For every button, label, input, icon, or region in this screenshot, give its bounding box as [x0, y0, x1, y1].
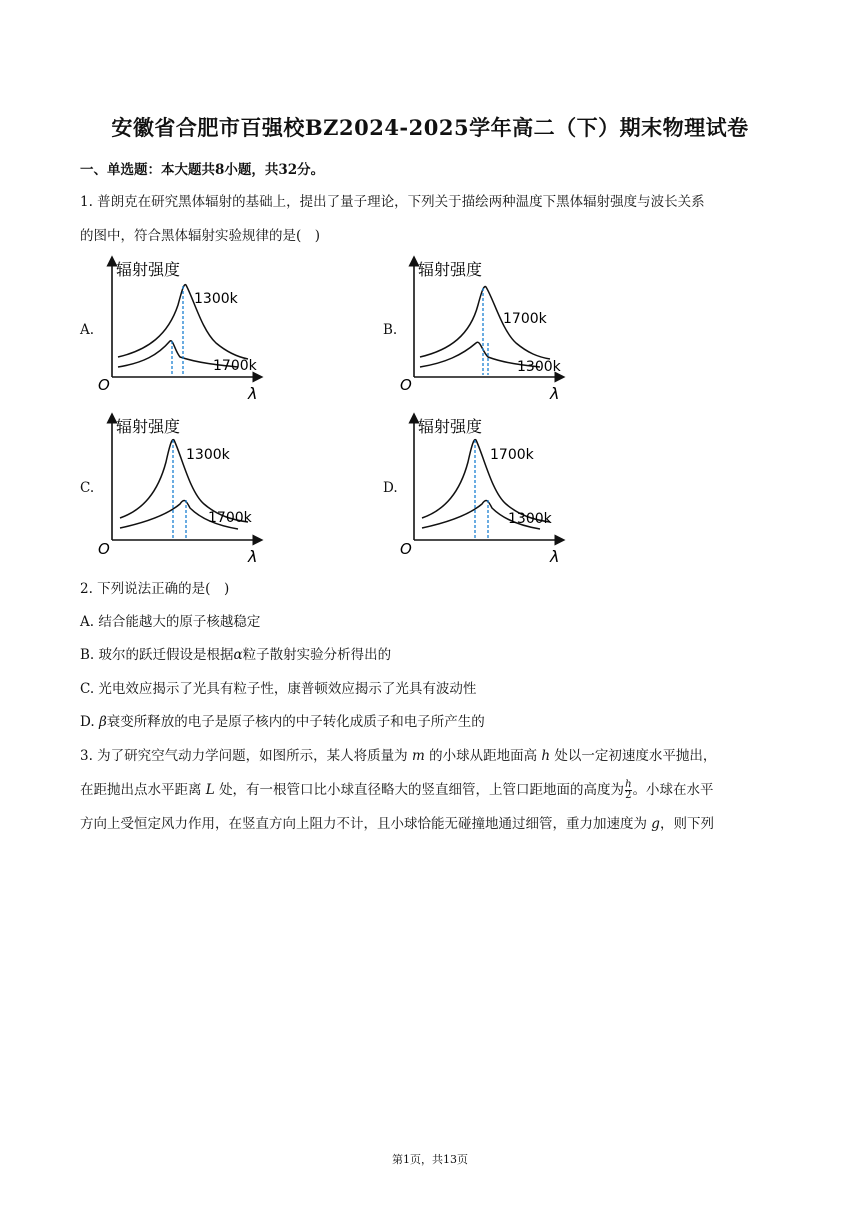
x-axis-label: λ	[550, 384, 560, 403]
q3-stem-line3: 方向上受恒定风力作用，在竖直方向上阻力不计，且小球恰能无碰撞地通过细管，重力加速度为 g，则下列	[80, 816, 714, 832]
q2-option-b[interactable]: B. 玻尔的跃迁假设是根据α粒子散射实验分析得出的	[80, 647, 392, 663]
curve-label-high: 1300k	[194, 291, 238, 307]
q1-option-a-label[interactable]: A.	[80, 322, 95, 338]
curve-label-low: 1300k	[508, 511, 552, 527]
q3-stem-line1: 3. 为了研究空气动力学问题，如图所示，某人将质量为 m 的小球从距地面高 h 处以一定初速度水平抛出，	[80, 748, 717, 764]
y-axis-label: 辐射强度	[116, 260, 181, 279]
q2-stem: 2. 下列说法正确的是( )	[80, 581, 230, 597]
y-axis-label: 辐射强度	[418, 260, 483, 279]
origin-label: O	[98, 376, 110, 394]
q1-option-a-graph[interactable]	[98, 255, 268, 409]
q1-option-c-graph[interactable]	[98, 412, 268, 571]
curve-label-low: 1700k	[213, 358, 257, 374]
origin-label: O	[400, 376, 412, 394]
q1-option-d-label[interactable]: D.	[383, 480, 398, 496]
q1-option-c-label[interactable]: C.	[80, 480, 95, 496]
q1-option-d-graph[interactable]	[400, 412, 570, 571]
page-footer: 第1页，共13页	[392, 1153, 468, 1166]
curve-label-high: 1700k	[503, 311, 547, 327]
x-axis-label: λ	[248, 384, 258, 403]
page-title: 安徽省合肥市百强校BZ2024-2025学年高二（下）期末物理试卷	[111, 115, 749, 140]
section-heading: 一、单选题：本大题共8小题，共32分。	[80, 162, 325, 178]
q1-option-b-graph[interactable]	[400, 255, 570, 409]
curve-label-low: 1300k	[517, 359, 561, 375]
q2-option-a[interactable]: A. 结合能越大的原子核越稳定	[80, 614, 261, 630]
curve-label-low: 1700k	[208, 510, 252, 526]
q1-stem-line1: 1. 普朗克在研究黑体辐射的基础上，提出了量子理论，下列关于描绘两种温度下黑体辐射强度与波长关系	[80, 194, 705, 210]
q1-stem-line2: 的图中，符合黑体辐射实验规律的是( )	[80, 228, 321, 244]
curve-label-high: 1300k	[186, 447, 230, 463]
origin-label: O	[400, 540, 412, 558]
y-axis-label: 辐射强度	[418, 417, 483, 436]
x-axis-label: λ	[550, 547, 560, 566]
curve-label-high: 1700k	[490, 447, 534, 463]
origin-label: O	[98, 540, 110, 558]
q2-option-c[interactable]: C. 光电效应揭示了光具有粒子性，康普顿效应揭示了光具有波动性	[80, 681, 477, 697]
x-axis-label: λ	[248, 547, 258, 566]
fraction-h-over-2: $\frac{h}{2}$	[625, 779, 632, 801]
q2-option-d[interactable]: D. β衰变所释放的电子是原子核内的中子转化成质子和电子所产生的	[80, 714, 485, 730]
q1-option-b-label[interactable]: B.	[383, 322, 398, 338]
q3-stem-line2: 在距抛出点水平距离 L 处，有一根管口比小球直径略大的竖直细管，上管口距地面的高度为 $\frac{h}{2}$ 。小球在水平	[80, 779, 714, 801]
y-axis-label: 辐射强度	[116, 417, 181, 436]
